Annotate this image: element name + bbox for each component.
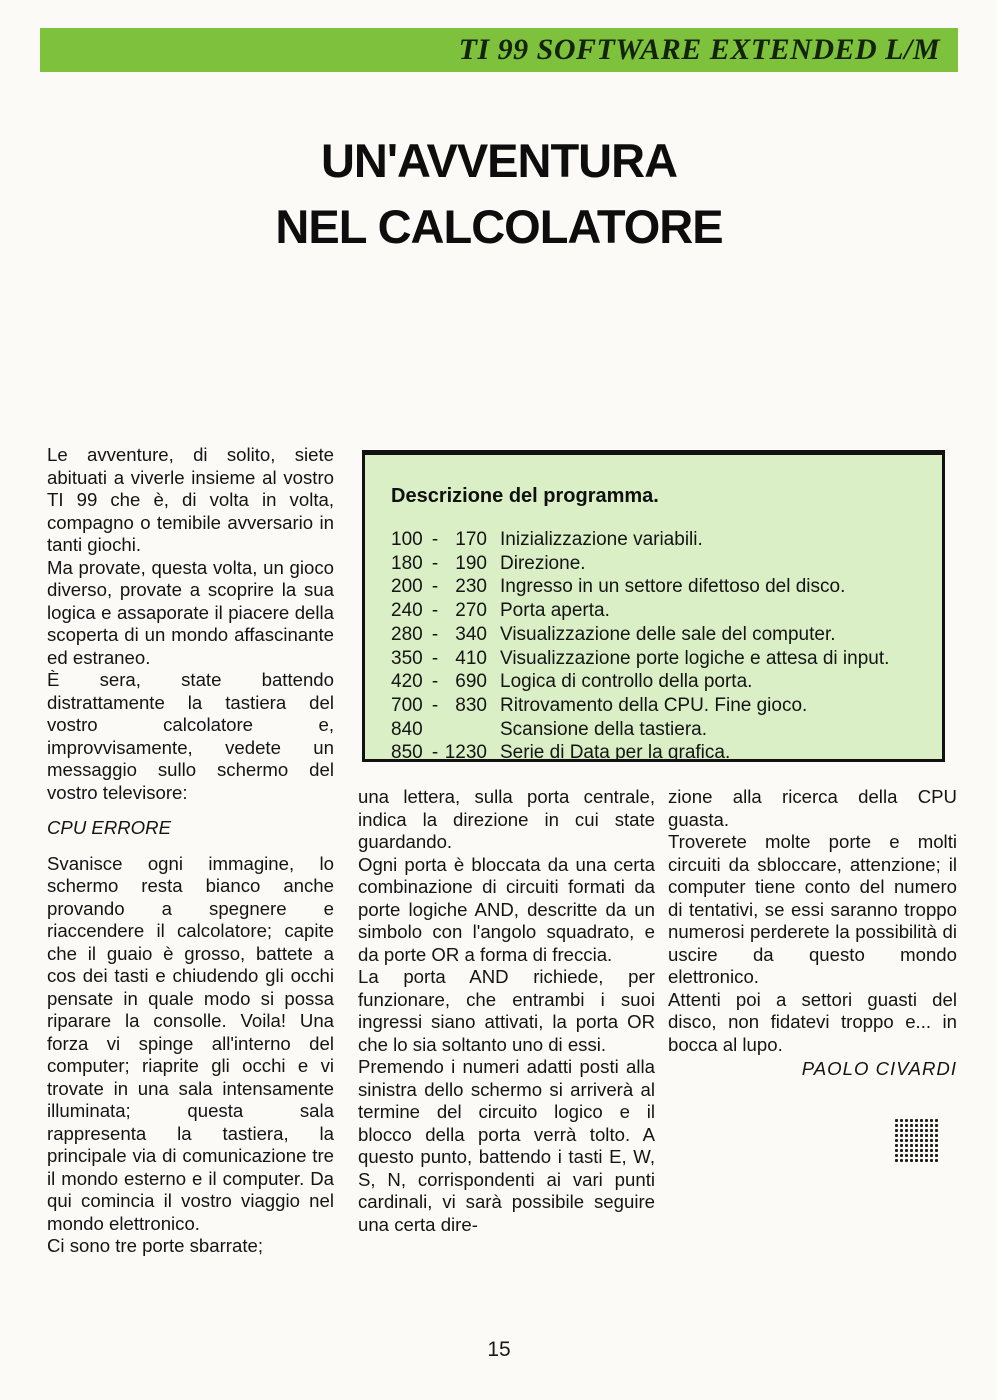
- paragraph: zione alla ricerca della CPU guasta.: [668, 786, 957, 830]
- paragraph: Ma provate, questa volta, un gioco diverso, provate a scoprire la sua logica e assaporate il piacere della scoperta di un mondo affascinante ed estraneo.: [47, 556, 334, 668]
- paragraph: Svanisce ogni immagine, lo schermo resta bianco anche provando a spegnere e riaccendere il calcolatore; capite che il guaio è grosso, battete a cos dei tasti e chiudendo gli occhi pensate in quale modo si possa riparare la consolle. Voila! Una forza vi spinge all'interno del computer; riaprite gli occhi e vi trovate in una sala intensamente illuminata; questa sala rappresenta la tastiera, la principale via di comunicazione tre il mondo esterno e il computer. Da qui comincia il vostro viaggio nel mondo elettronico.: [47, 852, 334, 1234]
- article-title-line1: UN'AVVENTURA: [320, 134, 678, 187]
- program-line: 850 - 1230 Serie di Data per la grafica.: [391, 742, 731, 764]
- halftone-dots-icon: [893, 1117, 940, 1164]
- program-line-list: [391, 528, 922, 765]
- paragraph: Premendo i numeri adatti posti alla sinistra dello schermo si arriverà al termine del circuito logico e il blocco della porta verrà tolto. A questo punto, battendo i tasti E, W, S, N, corrispondenti ai vari punti cardinali, vi sarà possibile seguire una certa dire-: [358, 1056, 655, 1235]
- article-title-line2: NEL CALCOLATORE: [275, 200, 723, 253]
- article-title: [40, 128, 958, 260]
- paragraph: Le avventure, di solito, siete abituati a viverle insieme al vostro TI 99 che è, di volta in volta, compagno o temibile avversario in tanti giochi.: [47, 444, 334, 555]
- program-line: 350 - 410 Visualizzazione porte logiche e attesa di input.: [391, 647, 890, 669]
- paragraph: Ci sono tre porte sbarrate;: [47, 1235, 263, 1256]
- program-description-box: [362, 450, 945, 762]
- paragraph: Attenti poi a settori guasti del disco, non fidatevi troppo e... in bocca al lupo.: [668, 988, 957, 1055]
- paragraph: Ogni porta è bloccata da una certa combinazione di circuiti formati da porte logiche AND, descritte da un simbolo con l'angolo squadrato, e da porte OR a forma di freccia.: [358, 853, 655, 965]
- program-line: 180 - 190 Direzione.: [391, 552, 586, 574]
- program-box-heading: Descrizione del programma.: [391, 485, 659, 507]
- paragraph: una lettera, sulla porta centrale, indica la direzione in cui state guardando.: [358, 786, 655, 852]
- program-line: 840 Scansione della tastiera.: [391, 718, 708, 740]
- paragraph: La porta AND richiede, per funzionare, che entrambi i suoi ingressi siano attivati, la porta OR che lo sia soltanto uno di essi.: [358, 966, 655, 1055]
- section-header-label: TI 99 SOFTWARE EXTENDED L/M: [458, 33, 940, 66]
- program-line: 280 - 340 Visualizzazione delle sale del computer.: [391, 623, 836, 645]
- paragraph: Troverete molte porte e molti circuiti da sbloccare, attenzione; il computer tiene conto del numero di tentativi, se essi saranno troppo numerosi perderete la possibilità di uscire da questo mondo elettronico.: [668, 831, 957, 987]
- cpu-error-subheading: CPU ERRORE: [47, 817, 171, 838]
- program-line: 700 - 830 Ritrovamento della CPU. Fine gioco.: [391, 694, 808, 716]
- program-line: 420 - 690 Logica di controllo della porta.: [391, 671, 753, 693]
- column-left: [47, 444, 334, 1258]
- section-header-bar: [40, 28, 958, 72]
- program-line: 200 - 230 Ingresso in un settore difettoso del disco.: [391, 576, 846, 598]
- column-right: [668, 786, 957, 1081]
- page-number: 15: [487, 1338, 511, 1361]
- program-line: 100 - 170 Inizializzazione variabili.: [391, 529, 703, 550]
- program-line: 240 - 270 Porta aperta.: [391, 600, 610, 622]
- author-byline: PAOLO CIVARDI: [801, 1058, 957, 1079]
- column-middle: [358, 786, 655, 1236]
- paragraph: È sera, state battendo distrattamente la tastiera del vostro calcolatore e, improvvisamente, vedete un messaggio sullo schermo del vostro televisore:: [47, 669, 334, 803]
